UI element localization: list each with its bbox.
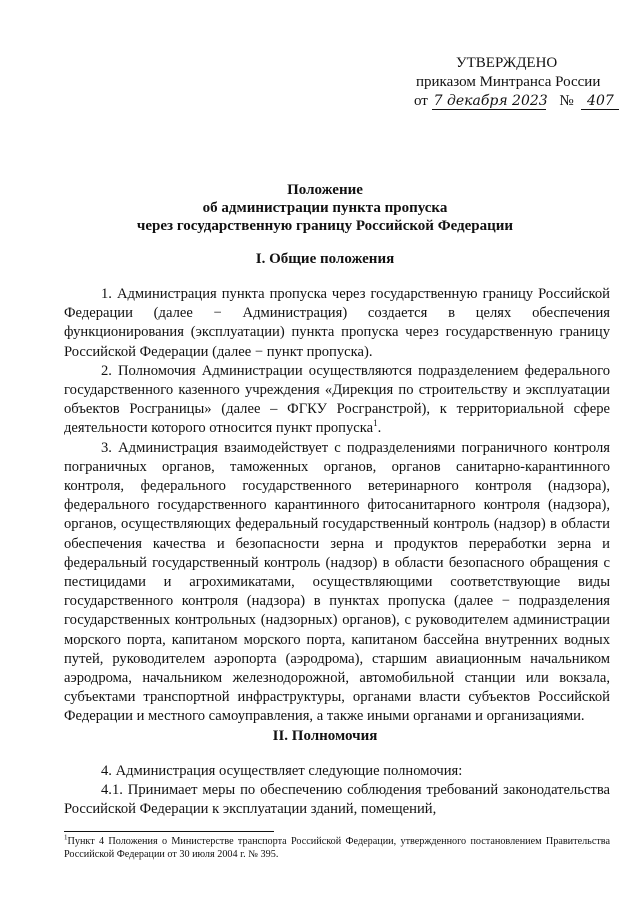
approval-dateline bbox=[414, 92, 628, 111]
section-body-general bbox=[64, 285, 610, 727]
footnote-mark: 1 bbox=[64, 833, 68, 842]
footnote-separator bbox=[64, 831, 274, 832]
section-body-powers bbox=[64, 762, 610, 820]
footnote bbox=[64, 835, 610, 861]
approval-heading: УТВЕРЖДЕНО bbox=[456, 55, 558, 71]
handwritten-date: 7 декабря 2023 bbox=[433, 93, 548, 109]
paragraph-3: 3. Администрация взаимодействует с подразделениями пограничного контроля пограничных органов, таможенных органов, органов санитарно-карантинного контроля, федерального государственного ветеринарного контроля (надзора), федерального государственного карантинного фитосанитарного контроля (надзора), органов, осуществляющих федеральный государственный контроль (надзор) в области обеспечения качества и безопасности зерна и продуктов переработки зерна и федеральный государственный контроль (надзор) в области безопасного обращения с пестицидами и агрохимикатами, осуществляющими соответствующие виды государственного контроля (надзора) в пунктах пропуска (далее − подразделения государственных контрольных (надзорных) органов), с руководителем администрации морского порта, капитаном морского порта, капитаном бассейна внутренних водных путей, руководителем аэропорта (аэродрома), старшим авиационным начальником аэродрома, начальником железнодорожной, автомобильной станции или вокзала, субъектами транспортной инфраструктуры, органами власти субъектов Российской Федерации и местного самоуправления, а также иными органами и организациями. bbox=[64, 439, 610, 725]
document-title bbox=[60, 181, 590, 235]
handwritten-number: 407 bbox=[581, 93, 619, 110]
footnote-text: Пункт 4 Положения о Министерстве транспорта Российской Федерации, утвержденного постановлением Правительства Российской Федерации от 30 июля 2004 г. № 395. bbox=[64, 836, 610, 860]
approval-block bbox=[398, 54, 628, 111]
paragraph-1: 1. Администрация пункта пропуска через государственную границу Российской Федерации (далее − Администрация) создается в целях обеспечения функционирования (эксплуатации) пункта пропуска через государственную границу Российской Федерации (далее − пункт пропуска). bbox=[64, 286, 610, 360]
section-heading-powers: II. Полномочия bbox=[272, 728, 378, 744]
section-heading-general: I. Общие положения bbox=[255, 251, 395, 267]
paragraph-2-text: 2. Полномочия Администрации осуществляются подразделением федерального государственного казенного учреждения «Дирекция по строительству и эксплуатации объектов Росграницы» (далее – ФГКУ Росгранстрой), к территориальной сфере деятельности которого относится пункт пропуска bbox=[64, 362, 610, 437]
paragraph-2 bbox=[64, 362, 610, 439]
approval-order: приказом Минтранса России bbox=[416, 74, 601, 90]
title-line-1: Положение bbox=[287, 182, 363, 198]
paragraph-2-end: . bbox=[377, 420, 382, 437]
number-sign: № bbox=[559, 93, 574, 109]
title-line-3: через государственную границу Российской Федерации bbox=[136, 218, 514, 234]
title-line-2: об администрации пункта пропуска bbox=[202, 200, 448, 216]
date-prefix: от bbox=[414, 93, 428, 109]
footnote-reference: 1 bbox=[373, 418, 378, 429]
paragraph-4: 4. Администрация осуществляет следующие полномочия: bbox=[101, 763, 463, 779]
paragraph-4-1: 4.1. Принимает меры по обеспечению соблюдения требований законодательства Российской Федерации к эксплуатации зданий, помещений, bbox=[64, 782, 610, 818]
